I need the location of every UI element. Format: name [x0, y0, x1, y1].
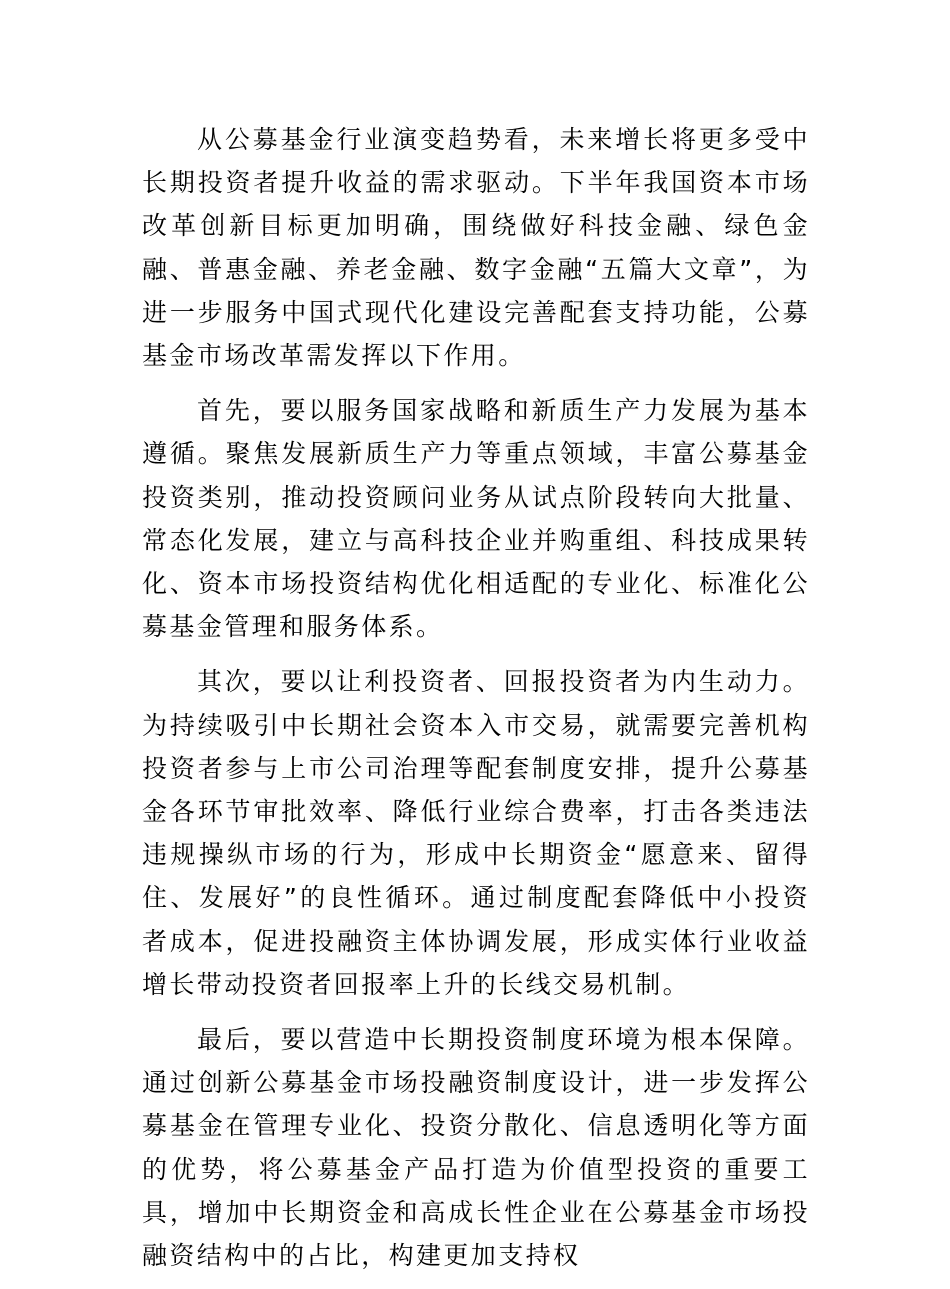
document-page: [142, 118, 810, 1289]
paragraph-first-point: 首先，要以服务国家战略和新质生产力发展为基本遵循。聚焦发展新质生产力等重点领域，丰富公募基金投资类别，推动投资顾问业务从试点阶段转向大批量、常态化发展，建立与高科技企业并购重组、科技成果转化、资本市场投资结构优化相适配的专业化、标准化公募基金管理和服务体系。: [142, 396, 810, 642]
paragraph-second-point: 其次，要以让利投资者、回报投资者为内生动力。为持续吸引中长期社会资本入市交易，就需要完善机构投资者参与上市公司治理等配套制度安排，提升公募基金各环节审批效率、降低行业综合费率，打击各类违法违规操纵市场的行为，形成中长期资金“愿意来、留得住、发展好”的良性循环。通过制度配套降低中小投资者成本，促进投融资主体协调发展，形成实体行业收益增长带动投资者回报率上升的长线交易机制。: [142, 667, 810, 999]
paragraph-final-point: 最后，要以营造中长期投资制度环境为根本保障。通过创新公募基金市场投融资制度设计，进一步发挥公募基金在管理专业化、投资分散化、信息透明化等方面的优势，将公募基金产品打造为价值型投资的重要工具，增加中长期资金和高成长性企业在公募基金市场投融资结构中的占比，构建更加支持权: [142, 1025, 810, 1271]
paragraph-industry-trend: 从公募基金行业演变趋势看，未来增长将更多受中长期投资者提升收益的需求驱动。下半年我国资本市场改革创新目标更加明确，围绕做好科技金融、绿色金融、普惠金融、养老金融、数字金融“五篇大文章”，为进一步服务中国式现代化建设完善配套支持功能，公募基金市场改革需发挥以下作用。: [142, 125, 810, 371]
